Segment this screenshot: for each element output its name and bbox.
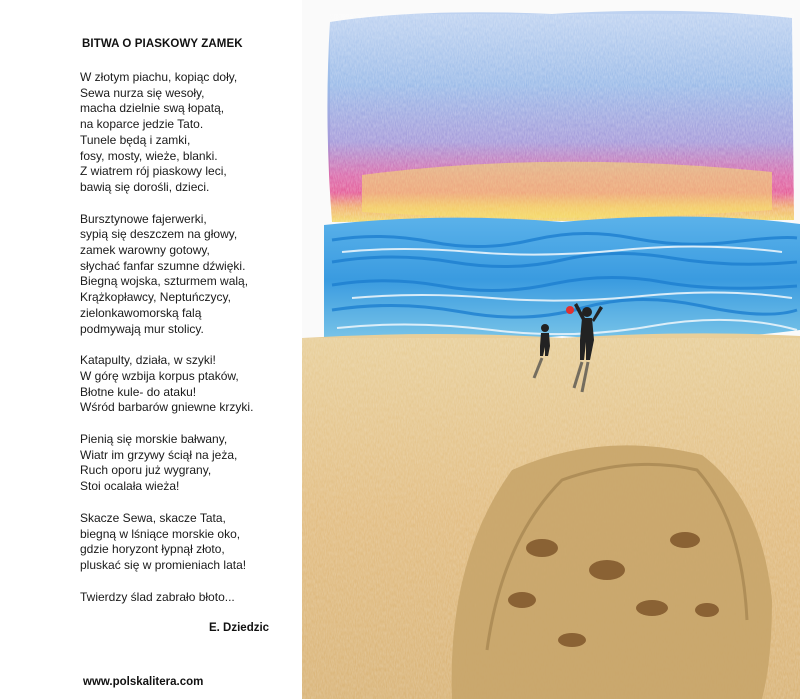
poem-line: W złotym piachu, kopiąc doły, — [80, 70, 238, 84]
poem-line: Krążkopławcy, Neptuńczycy, — [80, 290, 231, 305]
poem-line: bawią się dorośli, dzieci. — [80, 179, 210, 194]
website-link[interactable]: www.polskalitera.com — [83, 676, 204, 688]
poem-line: Ruch oporu już wygrany, — [80, 463, 212, 478]
red-ball — [566, 306, 574, 314]
stanza-1 — [80, 70, 295, 196]
poem-line: Bursztynowe fajerwerki, — [80, 211, 207, 226]
poem-line: Stoi ocalała wieża! — [80, 479, 180, 494]
stanza-5 — [80, 511, 295, 574]
poem-line: Z wiatrem rój piaskowy leci, — [80, 164, 227, 179]
stanza-4 — [80, 432, 295, 495]
poem-line: sypią się deszczem na głowy, — [80, 227, 238, 242]
poem-line: Sewa nurza się wesoły, — [80, 85, 205, 100]
poem-line: Biegną wojska, szturmem walą, — [80, 274, 249, 289]
beach-painting — [302, 0, 800, 699]
stanza-2 — [80, 212, 295, 338]
poem-line: Katapulty, działa, w szyki! — [80, 353, 216, 368]
poem-line: Wśród barbarów gniewne krzyki. — [80, 400, 254, 415]
figure-child — [540, 324, 550, 356]
stanza-6 — [80, 590, 295, 606]
poem-line: fosy, mosty, wieże, blanki. — [80, 148, 218, 163]
sunset-glow — [362, 162, 772, 218]
poem-line: Wiatr im grzywy ściął na jeża, — [80, 447, 238, 462]
poem-line: Twierdzy ślad zabrało błoto... — [80, 589, 235, 604]
poem-line: Pienią się morskie bałwany, — [80, 432, 228, 447]
poem-column — [0, 0, 300, 699]
stanza-3 — [80, 353, 295, 416]
poem-line: Błotne kule- do ataku! — [80, 384, 197, 399]
poem-author: E. Dziedzic — [209, 622, 270, 634]
poem-line: pluskać się w promieniach lata! — [80, 557, 247, 572]
poem-line: zielonkawomorską falą — [80, 305, 202, 320]
poem-body — [80, 70, 295, 621]
poem-line: podmywają mur stolicy. — [80, 321, 204, 336]
poem-line: słychać fanfar szumne dźwięki. — [80, 258, 246, 273]
poem-line: biegną w lśniące morskie oko, — [80, 526, 241, 541]
poem-title: BITWA O PIASKOWY ZAMEK — [82, 38, 243, 50]
poem-line: na koparce jedzie Tato. — [80, 117, 204, 132]
poem-line: gdzie horyzont łypnął złoto, — [80, 542, 225, 557]
poem-line: Tunele będą i zamki, — [80, 132, 191, 147]
poem-line: macha dzielnie swą łopatą, — [80, 101, 225, 116]
poem-line: W górę wzbija korpus ptaków, — [80, 368, 239, 383]
poem-line: zamek warowny gotowy, — [80, 243, 210, 258]
poem-line: Skacze Sewa, skacze Tata, — [80, 510, 226, 525]
